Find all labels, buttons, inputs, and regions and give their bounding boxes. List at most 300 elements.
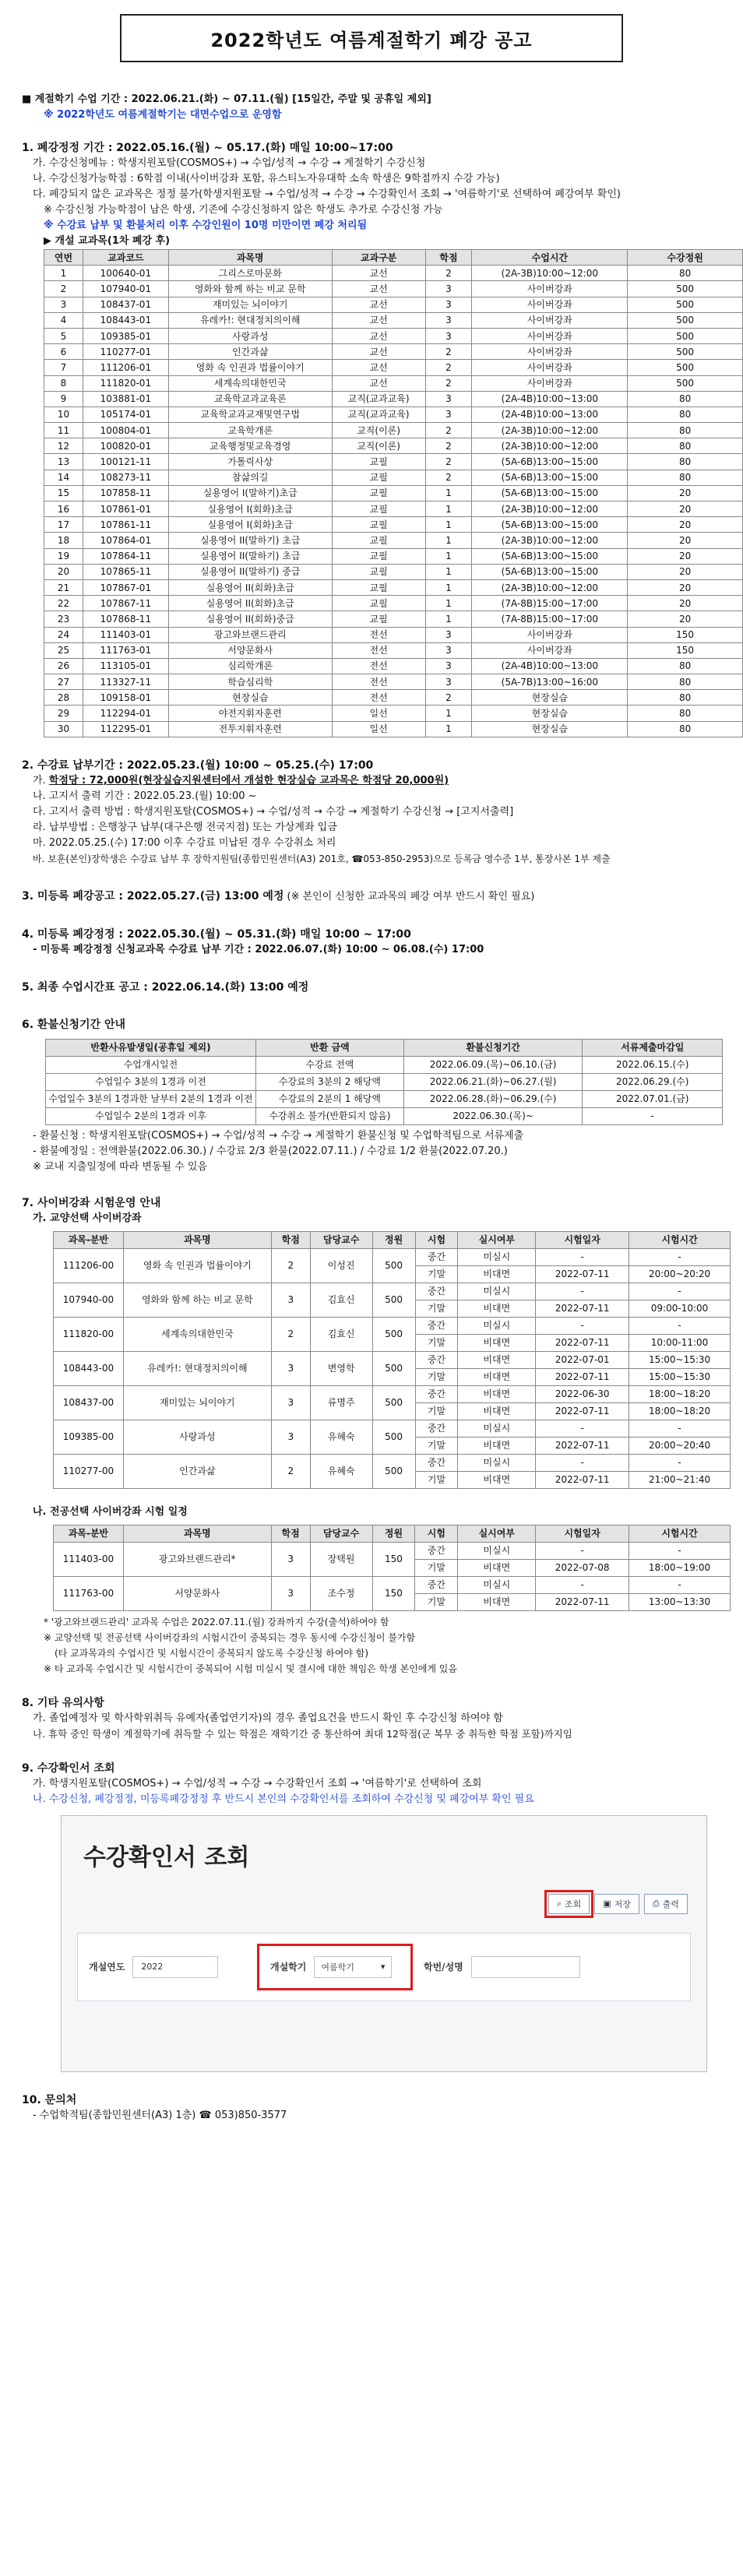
table-cell: 영화 속 인권과 법률이야기 [168,360,332,375]
midterm-cell: 중간 [415,1385,458,1402]
s1-line: 가. 수강신청메뉴 : 학생지원포탈(COSMOS+) → 수업/성적 → 수강 → 계절학기 수강신청 [33,157,426,169]
s6-note: - 환불신청 : 학생지원포탈(COSMOS+) → 수업/성적 → 수강 → 계절학기 환불신청 및 수업학적팀으로 서류제출 [33,1129,524,1142]
final-cell: 2022-07-11 [536,1334,629,1351]
column-header: 학점 [425,250,472,266]
table-row [44,297,743,312]
section-1-heading: 1. 폐강정정 기간 : 2022.05.16.(월) ~ 05.17.(화) 매일 10:00~17:00 [22,142,393,154]
table-cell: (5A-6B)13:00~15:00 [472,485,628,501]
table-cell: 80 [628,454,743,470]
table-cell: 12 [44,438,83,454]
table-cell: 2022.07.01.(금) [583,1090,723,1107]
table-row [44,485,743,501]
course-prof: 장택원 [310,1542,372,1576]
s1-line: 다. 폐강되지 않은 교과목은 정정 불가(학생지원포탈 → 수업/성적 → 수강 → 수강확인서 조회 → '여름학기'로 선택하여 폐강여부 확인) [33,188,621,200]
table-cell: 107940-01 [83,281,168,297]
s7-note: (타 교과목과의 수업시간 및 시험시간이 중복되지 않도록 수강신청 하여야 함) [55,1647,369,1659]
table-row [44,564,743,579]
table-cell: 1 [425,721,472,737]
midterm-cell: - [629,1542,731,1559]
table-cell: 15 [44,485,83,501]
final-cell: 기말 [415,1593,458,1610]
midterm-cell: 비대면 [458,1351,536,1368]
table-cell: (2A-4B)10:00~13:00 [472,658,628,674]
table-cell: 5 [44,328,83,343]
table-cell: 80 [628,470,743,485]
table-cell: 108273-11 [83,470,168,485]
table-cell: 2022.06.21.(화)~06.27.(월) [403,1073,583,1090]
s2-line: 라. 납부방법 : 은행창구 납부(대구은행 전국지점) 또는 가상계좌 입금 [33,821,337,833]
table-row [54,1385,731,1402]
table-cell: 3 [425,406,472,422]
midterm-cell: 15:00~15:30 [629,1351,731,1368]
table-cell: 영화와 함께 하는 비교 문학 [168,281,332,297]
table-cell: (5A-6B)13:00~15:00 [472,517,628,533]
table-cell: 500 [628,281,743,297]
table-cell: 교직(교과교육) [332,391,425,406]
table-cell: 교선 [332,297,425,312]
table-cell: 25 [44,642,83,658]
course-table [44,249,743,737]
table-cell: 80 [628,423,743,438]
term-label: 개설학기 [270,1962,307,1973]
column-header: 과목-분반 [54,1525,124,1542]
course-code: 111820-00 [54,1317,124,1351]
midterm-cell: - [536,1542,629,1559]
table-cell: 사이버강좌 [472,375,628,391]
table-cell: 112294-01 [83,706,168,721]
table-cell: 3 [425,674,472,690]
s4-line: - 미등록 폐강정정 신청교과목 수강료 납부 기간 : 2022.06.07.(화) 10:00 ~ 06.08.(수) 17:00 [33,943,484,955]
save-button[interactable]: ▣ 저장 [594,1894,639,1914]
final-cell: 2022-07-08 [536,1559,629,1576]
table-row [44,533,743,548]
table-cell: 103881-01 [83,391,168,406]
course-cap: 500 [372,1351,415,1385]
midterm-cell: - [629,1317,731,1334]
table-cell: 107864-11 [83,548,168,564]
final-cell: 2022-07-11 [536,1265,629,1283]
table-cell: 20 [44,564,83,579]
final-cell: 비대면 [458,1437,536,1454]
section-5-heading: 5. 최종 수업시간표 공고 : 2022.06.14.(화) 13:00 예정 [22,980,309,994]
table-cell: 실용영어 II(말하기) 초급 [168,548,332,564]
table-cell: 1 [425,706,472,721]
column-header: 시험일자 [536,1525,629,1542]
table-cell: 교필 [332,611,425,627]
table-cell: 교필 [332,533,425,548]
table-row [44,674,743,690]
table-row [44,423,743,438]
course-code: 111403-00 [54,1542,124,1576]
table-cell: 교필 [332,501,425,517]
table-cell: 전선 [332,674,425,690]
table-cell: 수강료 전액 [255,1056,403,1073]
table-cell: 1 [425,564,472,579]
print-icon: ⎙ [652,1898,660,1909]
table-cell: 야전지휘자훈련 [168,706,332,721]
table-cell: 세계속의대한민국 [168,375,332,391]
course-table-caption: ▶ 개설 교과목(1차 폐강 후) [44,235,171,247]
table-cell: 교육학교과교육론 [168,391,332,406]
s6-note: - 환불예정일 : 전액환불(2022.06.30.) / 수강료 2/3 환불(2022.07.11.) / 수강료 1/2 환불(2022.07.20.) [33,1145,508,1157]
table-cell: 14 [44,470,83,485]
table-cell: 서양문화사 [168,642,332,658]
course-credit: 3 [271,1283,310,1317]
column-header: 정원 [372,1525,415,1542]
table-cell: 3 [44,297,83,312]
table-cell: 23 [44,611,83,627]
s2-prefix: 가. [33,774,49,787]
midterm-cell: - [536,1454,629,1471]
midterm-cell: - [536,1283,629,1300]
year-label: 개설연도 [89,1962,125,1973]
table-cell: 수강취소 불가(반환되지 않음) [255,1107,403,1124]
table-cell: 수강료의 2분의 1 해당액 [255,1090,403,1107]
table-cell: 100640-01 [83,266,168,281]
table-cell: 교선 [332,312,425,328]
table-cell: 실용영어 II(말하기) 초급 [168,533,332,548]
table-cell: 재미있는 뇌이야기 [168,297,332,312]
table-cell: 교필 [332,596,425,611]
section-6-heading: 6. 환불신청기간 안내 [22,1018,125,1031]
table-row [44,690,743,706]
table-cell: 실용영어 I(말하기)초급 [168,485,332,501]
table-row [44,642,743,658]
table-cell: 교선 [332,281,425,297]
column-header: 교과코드 [83,250,168,266]
table-cell: 사이버강좌 [472,642,628,658]
table-cell: 80 [628,706,743,721]
table-cell: 19 [44,548,83,564]
column-header: 시험일자 [536,1231,629,1248]
table-row [44,312,743,328]
table-cell: 교필 [332,564,425,579]
table-row [44,579,743,595]
table-cell: 20 [628,579,743,595]
course-prof: 김효신 [310,1317,372,1351]
final-cell: 20:00~20:40 [629,1437,731,1454]
final-cell: 2022-07-11 [536,1368,629,1385]
column-header: 수강정원 [628,250,743,266]
table-cell: 107867-11 [83,596,168,611]
midterm-cell: 중간 [415,1317,458,1334]
midterm-cell: 중간 [415,1576,458,1593]
table-cell: 그리스로마문화 [168,266,332,281]
column-header: 실시여부 [458,1231,536,1248]
table-cell: 학습심리학 [168,674,332,690]
course-code: 109385-00 [54,1420,124,1454]
table-cell: 교필 [332,485,425,501]
screenshot-title: 수강확인서 조회 [83,1843,250,1871]
table-cell: 18 [44,533,83,548]
course-credit: 3 [271,1385,310,1420]
final-cell: 2022-07-11 [536,1593,629,1610]
course-cap: 500 [372,1420,415,1454]
table-cell: 2 [425,423,472,438]
section-2-heading: 2. 수강료 납부기간 : 2022.05.23.(월) 10:00 ~ 05.25.(수) 17:00 [22,758,374,772]
s2-line: 바. 보훈(본인)장학생은 수강료 납부 후 장학지원팀(종합민원센터(A3) 201호, ☎053-850-2953)으로 등록금 영수증 1부, 통장사본 1부 제출 [33,853,611,864]
table-row [44,627,743,642]
course-cap: 150 [372,1576,415,1610]
table-cell: 111403-01 [83,627,168,642]
table-cell: 실용영어 II(말하기) 중급 [168,564,332,579]
table-cell: 500 [628,328,743,343]
section-8-heading: 8. 기타 유의사항 [22,1696,104,1709]
student-label: 학번/성명 [424,1962,463,1973]
table-cell: 4 [44,312,83,328]
column-header: 환불신청기간 [403,1039,583,1056]
term-select[interactable]: 여름학기 ▾ [314,1956,392,1978]
notice-page [0,14,743,2576]
table-cell: 실용영어 II(회화)초급 [168,596,332,611]
table-cell: 3 [425,312,472,328]
course-code: 111206-00 [54,1248,124,1283]
table-cell: 9 [44,391,83,406]
print-button[interactable]: ⎙ 출력 [644,1894,688,1914]
table-row [44,470,743,485]
table-cell: 10 [44,406,83,422]
table-cell: 실용영어 I(회화)초급 [168,517,332,533]
table-cell: 20 [628,596,743,611]
course-code: 108443-00 [54,1351,124,1385]
table-cell: 사이버강좌 [472,312,628,328]
final-cell: 비대면 [458,1402,536,1420]
s7-sub-a: 가. 교양선택 사이버강좌 [33,1212,142,1224]
table-cell: 20 [628,533,743,548]
table-cell: 교선 [332,266,425,281]
column-header: 연번 [44,250,83,266]
midterm-cell: 미실시 [458,1454,536,1471]
table-cell: 100804-01 [83,423,168,438]
column-header: 과목명 [123,1231,271,1248]
table-cell: 3 [425,658,472,674]
s3-note: (※ 본인이 신청한 교과목의 폐강 여부 반드시 확인 필요) [283,890,535,903]
table-cell: 교필 [332,517,425,533]
table-row [54,1454,731,1471]
table-cell: 107864-01 [83,533,168,548]
course-credit: 2 [271,1454,310,1488]
table-cell: 80 [628,438,743,454]
table-cell: 전선 [332,627,425,642]
table-row [44,391,743,406]
s1-warning: ※ 수강료 납부 및 환불처리 이후 수강인원이 10명 미만이면 폐강 처리됨 [44,220,368,231]
final-cell: 2022-07-11 [536,1300,629,1317]
course-prof: 변영학 [310,1351,372,1385]
table-cell: 교선 [332,360,425,375]
table-cell: 2 [425,344,472,360]
table-row [44,438,743,454]
table-cell: 교육학개론 [168,423,332,438]
s6-note: ※ 교내 지출일정에 따라 변동될 수 있음 [33,1160,208,1173]
final-cell: 20:00~20:20 [629,1265,731,1283]
table-cell: 113105-01 [83,658,168,674]
midterm-cell: 2022-07-01 [536,1351,629,1368]
final-cell: 비대면 [458,1265,536,1283]
table-cell: 수강료의 3분의 2 해당액 [255,1073,403,1090]
table-cell: 500 [628,297,743,312]
table-row [44,328,743,343]
table-cell: 교필 [332,470,425,485]
table-cell: 20 [628,611,743,627]
table-cell: 사이버강좌 [472,360,628,375]
course-name: 광고와브랜드관리* [123,1542,271,1576]
table-cell: 24 [44,627,83,642]
final-cell: 기말 [415,1471,458,1488]
screenshot-search-form [77,1933,691,2001]
course-prof: 김효신 [310,1283,372,1317]
table-cell: (7A-8B)15:00~17:00 [472,611,628,627]
table-cell: 107865-11 [83,564,168,579]
table-cell: 20 [628,564,743,579]
table-cell: (5A-6B)13:00~15:00 [472,564,628,579]
final-cell: 비대면 [458,1593,536,1610]
table-cell: 26 [44,658,83,674]
course-credit: 3 [271,1351,310,1385]
table-cell: 참삶의길 [168,470,332,485]
table-cell: 22 [44,596,83,611]
table-cell: 인간과삶 [168,344,332,360]
table-cell: 150 [628,642,743,658]
s7-sub-b: 나. 전공선택 사이버강좌 시험 일정 [33,1505,188,1518]
table-cell: 80 [628,406,743,422]
midterm-cell: 미실시 [458,1248,536,1265]
year-input[interactable]: 2022 [132,1956,218,1978]
table-cell: 수업일수 3분의 1경과한 날부터 2분의 1경과 이전 [46,1090,256,1107]
table-cell: 교육행정및교육경영 [168,438,332,454]
table-cell: 사이버강좌 [472,328,628,343]
final-cell: 기말 [415,1437,458,1454]
final-cell: 기말 [415,1265,458,1283]
s9-line: 가. 학생지원포탈(COSMOS+) → 수업/성적 → 수강 → 수강확인서 조회 → '여름학기'로 선택하여 조회 [33,1777,482,1789]
table-row [44,721,743,737]
table-cell: 1 [425,611,472,627]
tuition-per-credit: 학점당 : 72,000원(현장실습지원센터에서 개설한 현장실습 교과목은 학점당 20,000원) [48,774,449,787]
table-cell: (2A-3B)10:00~12:00 [472,423,628,438]
table-cell: 30 [44,721,83,737]
column-header: 시험시간 [629,1525,731,1542]
table-cell: 113327-11 [83,674,168,690]
table-row [54,1317,731,1334]
table-cell: 7 [44,360,83,375]
table-cell: 80 [628,266,743,281]
table-cell: 사랑과성 [168,328,332,343]
table-cell: 500 [628,375,743,391]
final-cell: 비대면 [458,1334,536,1351]
table-cell: 3 [425,328,472,343]
table-cell: (7A-8B)15:00~17:00 [472,596,628,611]
table-cell: 2022.06.09.(목)~06.10.(금) [403,1056,583,1073]
table-row [44,517,743,533]
table-cell: 109385-01 [83,328,168,343]
table-cell: 교직(이론) [332,438,425,454]
midterm-cell: 미실시 [458,1283,536,1300]
table-cell: 가톨릭사상 [168,454,332,470]
table-cell: 1 [425,579,472,595]
table-cell: 2 [425,266,472,281]
table-cell: (5A-7B)13:00~16:00 [472,674,628,690]
course-name: 영화 속 인권과 법률이야기 [123,1248,271,1283]
table-cell: 2 [425,454,472,470]
table-cell: - [583,1107,723,1124]
table-cell: (5A-6B)13:00~15:00 [472,454,628,470]
midterm-cell: - [629,1248,731,1265]
table-cell: 교필 [332,454,425,470]
semester-period: ■ 계절학기 수업 기간 : 2022.06.21.(화) ~ 07.11.(월) [15일간, 주말 및 공휴일 제외] [22,93,431,105]
table-cell: 111763-01 [83,642,168,658]
table-row [44,501,743,517]
column-header: 시험 [415,1231,458,1248]
midterm-cell: 중간 [415,1420,458,1437]
save-icon: ▣ [603,1899,611,1909]
table-cell: 3 [425,627,472,642]
table-cell: 2 [44,281,83,297]
final-cell: 기말 [415,1368,458,1385]
course-cap: 500 [372,1385,415,1420]
table-cell: 전선 [332,658,425,674]
table-cell: 교선 [332,328,425,343]
table-cell: 2022.06.30.(목)~ [403,1107,583,1124]
midterm-cell: 비대면 [458,1385,536,1402]
midterm-cell: - [536,1248,629,1265]
final-cell: 21:00~21:40 [629,1471,731,1488]
course-prof: 유혜숙 [310,1454,372,1488]
table-cell: 심리학개론 [168,658,332,674]
final-cell: 18:00~18:20 [629,1402,731,1420]
final-cell: 2022-07-11 [536,1437,629,1454]
table-row [44,658,743,674]
table-cell: (2A-3B)10:00~12:00 [472,533,628,548]
table-cell: 28 [44,690,83,706]
column-header: 학점 [271,1231,310,1248]
table-row [44,454,743,470]
student-input[interactable] [471,1956,580,1978]
final-cell: 09:00-10:00 [629,1300,731,1317]
course-prof: 조수정 [310,1576,372,1610]
final-cell: 비대면 [458,1559,536,1576]
table-cell: 100121-11 [83,454,168,470]
s2-line: 나. 고지서 출력 기간 : 2022.05.23.(월) 10:00 ~ [33,790,257,802]
table-cell: 3 [425,391,472,406]
s7-note: ※ 교양선택 및 전공선택 사이버강좌의 시험시간이 중복되는 경우 동시에 수강신청이 불가함 [44,1631,416,1643]
midterm-cell: 미실시 [458,1542,536,1559]
table-cell: 전선 [332,642,425,658]
midterm-cell: 중간 [415,1454,458,1471]
column-header: 시험시간 [629,1231,731,1248]
table-row [44,360,743,375]
table-cell: 20 [628,501,743,517]
midterm-cell: 미실시 [458,1317,536,1334]
table-cell: 21 [44,579,83,595]
midterm-cell: 중간 [415,1351,458,1368]
table-cell: 1 [425,501,472,517]
s7-note: ※ 타 교과목 수업시간 및 시험시간이 중복되어 시험 미실시 및 결시에 대한 책임은 학생 본인에게 있음 [44,1663,457,1674]
column-header: 반환 금액 [255,1039,403,1056]
column-header: 과목-분반 [54,1231,124,1248]
page-title: 2022학년도 여름계절학기 폐강 공고 [120,14,623,62]
section-10-heading: 10. 문의처 [22,2093,77,2106]
table-cell: 사이버강좌 [472,627,628,642]
table-cell: 500 [628,344,743,360]
table-cell: 2 [425,375,472,391]
table-cell: 11 [44,423,83,438]
course-name: 사랑과성 [123,1420,271,1454]
column-header: 서류제출마감일 [583,1039,723,1056]
search-button[interactable]: ⌕ 조회 [548,1894,590,1914]
table-cell: 수업개시일전 [46,1056,256,1073]
table-cell: 사이버강좌 [472,281,628,297]
column-header: 정원 [372,1231,415,1248]
table-cell: 실용영어 II(회화)초급 [168,579,332,595]
